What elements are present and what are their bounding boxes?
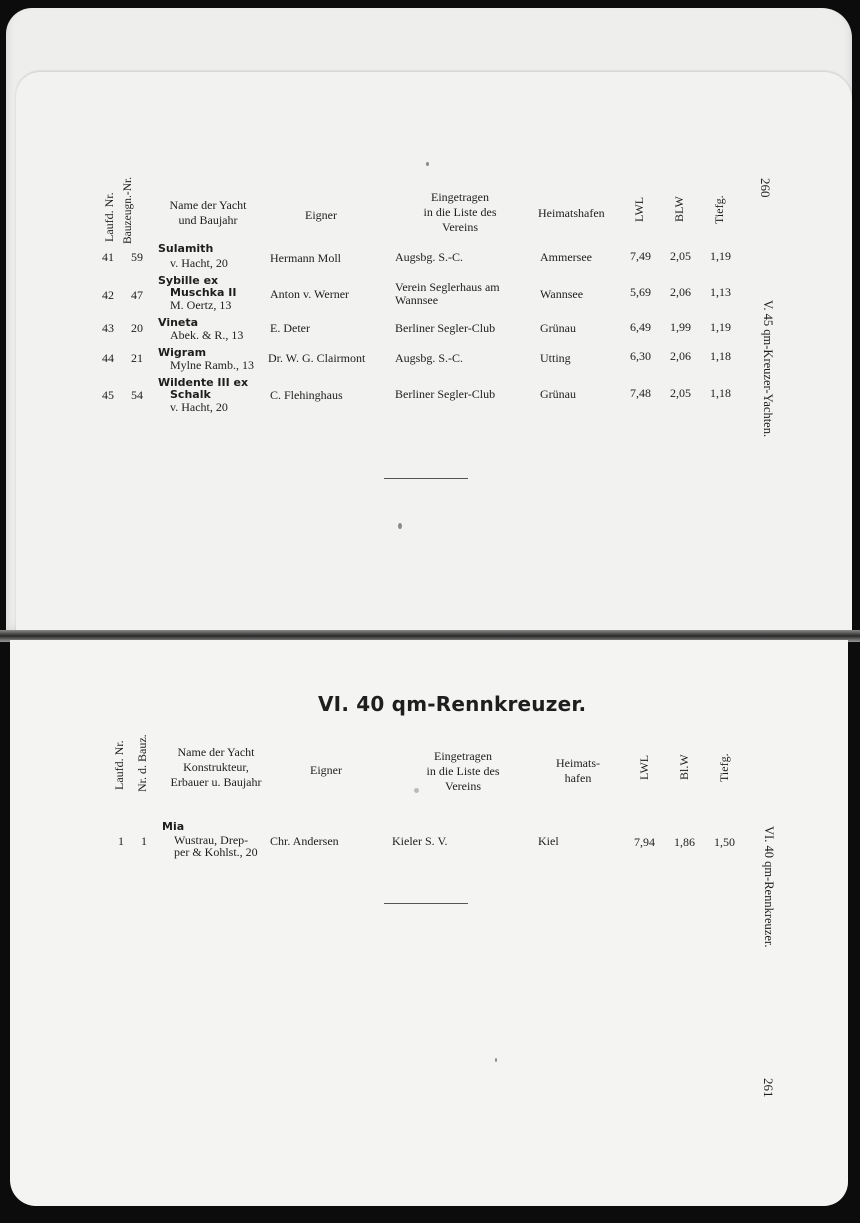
header-name-line2: und Baujahr [178, 213, 238, 227]
header-laufd-nr: Laufd. Nr. [102, 192, 116, 242]
cell-verein: Verein Seglerhaus am [395, 280, 500, 294]
cell-yacht-detail: Wustrau, Drep- [174, 833, 249, 847]
cell-eigner: E. Deter [270, 321, 310, 335]
header-eingetragen-line1: Eingetragen [434, 749, 492, 763]
cell-tiefg: 1,13 [710, 285, 731, 299]
cell-yacht-detail: v. Hacht, 20 [170, 400, 228, 414]
cell-hafen: Grünau [540, 387, 576, 401]
paper-speck [495, 1058, 497, 1062]
header-heimatshafen: Heimatshafen [538, 206, 605, 220]
paper-speck [426, 162, 429, 166]
cell-yacht-name: Sybille ex [158, 274, 219, 287]
section-end-rule [384, 478, 468, 479]
cell-yacht-name: Mia [162, 820, 185, 833]
paper-speck [414, 788, 419, 793]
header-eigner: Eigner [305, 208, 337, 222]
cell-lwl: 7,49 [630, 249, 651, 263]
cell-hafen: Kiel [538, 834, 559, 848]
cell-eigner: C. Flehinghaus [270, 388, 343, 402]
paper-speck [398, 523, 402, 529]
header-eingetragen-line3: Vereins [442, 220, 478, 234]
cell-nr: 42 [102, 288, 114, 302]
header-eingetragen [400, 190, 520, 235]
cell-bauz: 1 [141, 834, 147, 848]
cell-blw: 1,86 [674, 835, 695, 849]
header-blw: BLW [672, 196, 686, 222]
cell-eigner: Hermann Moll [270, 251, 341, 265]
cell-verein-2: Wannsee [395, 293, 439, 307]
cell-tiefg: 1,18 [710, 349, 731, 363]
header-bauzeugn-nr: Bauzeugn.-Nr. [122, 176, 134, 244]
cell-eigner: Anton v. Werner [270, 287, 350, 301]
cell-lwl: 6,30 [630, 349, 651, 363]
page-number-260: 260 [758, 178, 773, 198]
header-eingetragen [403, 749, 523, 794]
cell-tiefg: 1,50 [714, 835, 735, 849]
header-eingetragen-line3: Vereins [445, 779, 481, 793]
cell-hafen: Grünau [540, 321, 576, 335]
lower-page [10, 640, 848, 1206]
cell-lwl: 5,69 [630, 285, 651, 299]
cell-nr: 43 [102, 321, 114, 335]
cell-nr: 44 [102, 351, 114, 365]
cell-yacht-name: Sulamith [158, 242, 214, 255]
cell-blw: 2,05 [670, 249, 691, 263]
header-nr-d-bauz: Nr. d. Bauz. [135, 734, 149, 792]
header-heimatshafen [548, 756, 608, 786]
cell-lwl: 7,48 [630, 386, 651, 400]
header-lwl: LWL [637, 754, 651, 780]
header-name [158, 198, 258, 228]
cell-bauzeugn: 47 [131, 288, 143, 302]
cell-bauzeugn: 54 [131, 388, 143, 402]
header-heimatshafen-line1: Heimats- [556, 756, 600, 770]
cell-bauzeugn: 21 [131, 351, 143, 365]
cell-verein: Augsbg. S.-C. [395, 250, 464, 264]
header-tiefg: Tiefg. [717, 753, 731, 782]
header-eingetragen-line2: in die Liste des [423, 205, 497, 219]
header-name-line1: Name der Yacht [177, 745, 255, 759]
section-title: VI. 40 qm-Rennkreuzer. [318, 692, 587, 716]
header-name-line3: Erbauer u. Baujahr [170, 775, 262, 789]
cell-verein: Berliner Segler-Club [395, 321, 496, 335]
cell-yacht-detail: M. Oertz, 13 [170, 298, 232, 312]
header-tiefg: Tiefg. [712, 195, 726, 224]
cell-blw: 1,99 [670, 320, 691, 334]
cell-yacht-name: Wigram [158, 346, 207, 359]
header-name [160, 745, 272, 790]
cell-lwl: 6,49 [630, 320, 651, 334]
cell-hafen: Ammersee [540, 250, 592, 264]
cell-verein: Berliner Segler-Club [395, 387, 496, 401]
cell-yacht-detail: Mylne Ramb., 13 [170, 358, 254, 372]
cell-nr: 45 [102, 388, 114, 402]
cell-hafen: Wannsee [540, 287, 584, 301]
cell-nr: 41 [102, 250, 114, 264]
cell-blw: 2,06 [670, 285, 691, 299]
cell-yacht-name-2: Schalk [170, 388, 211, 401]
header-blw: Bl.W [677, 754, 691, 780]
header-lwl: LWL [632, 196, 646, 222]
running-head-45qm: V. 45 qm-Kreuzer-Yachten. [761, 300, 775, 438]
page-number-261: 261 [761, 1078, 776, 1098]
cell-lwl: 7,94 [634, 835, 655, 849]
cell-yacht-detail-2: per & Kohlst., 20 [174, 845, 258, 859]
cell-nr: 1 [118, 834, 124, 848]
cell-yacht-name: Wildente III ex [158, 376, 249, 389]
running-head-40qm: VI. 40 qm-Rennkreuzer. [762, 826, 776, 948]
cell-tiefg: 1,19 [710, 320, 731, 334]
section-end-rule [384, 903, 468, 904]
cell-verein: Augsbg. S.-C. [395, 351, 464, 365]
cell-verein: Kieler S. V. [392, 834, 448, 848]
header-eingetragen-line2: in die Liste des [426, 764, 500, 778]
cell-yacht-name-2: Muschka II [170, 286, 237, 299]
cell-yacht-detail: Abek. & R., 13 [170, 328, 244, 342]
cell-tiefg: 1,19 [710, 249, 731, 263]
cell-tiefg: 1,18 [710, 386, 731, 400]
header-eigner: Eigner [310, 763, 342, 777]
header-eingetragen-line1: Eingetragen [431, 190, 489, 204]
cell-bauzeugn: 59 [131, 250, 143, 264]
header-name-line2: Konstrukteur, [183, 760, 249, 774]
header-heimatshafen-line2: hafen [564, 771, 592, 785]
header-name-line1: Name der Yacht [169, 198, 247, 212]
cell-bauzeugn: 20 [131, 321, 143, 335]
cell-blw: 2,06 [670, 349, 691, 363]
cell-eigner: Dr. W. G. Clairmont [268, 351, 366, 365]
header-laufd-nr: Laufd. Nr. [112, 740, 126, 790]
cell-eigner: Chr. Andersen [270, 834, 339, 848]
cell-blw: 2,05 [670, 386, 691, 400]
cell-yacht-name: Vineta [158, 316, 199, 329]
cell-hafen: Utting [540, 351, 571, 365]
cell-yacht-detail: v. Hacht, 20 [170, 256, 228, 270]
